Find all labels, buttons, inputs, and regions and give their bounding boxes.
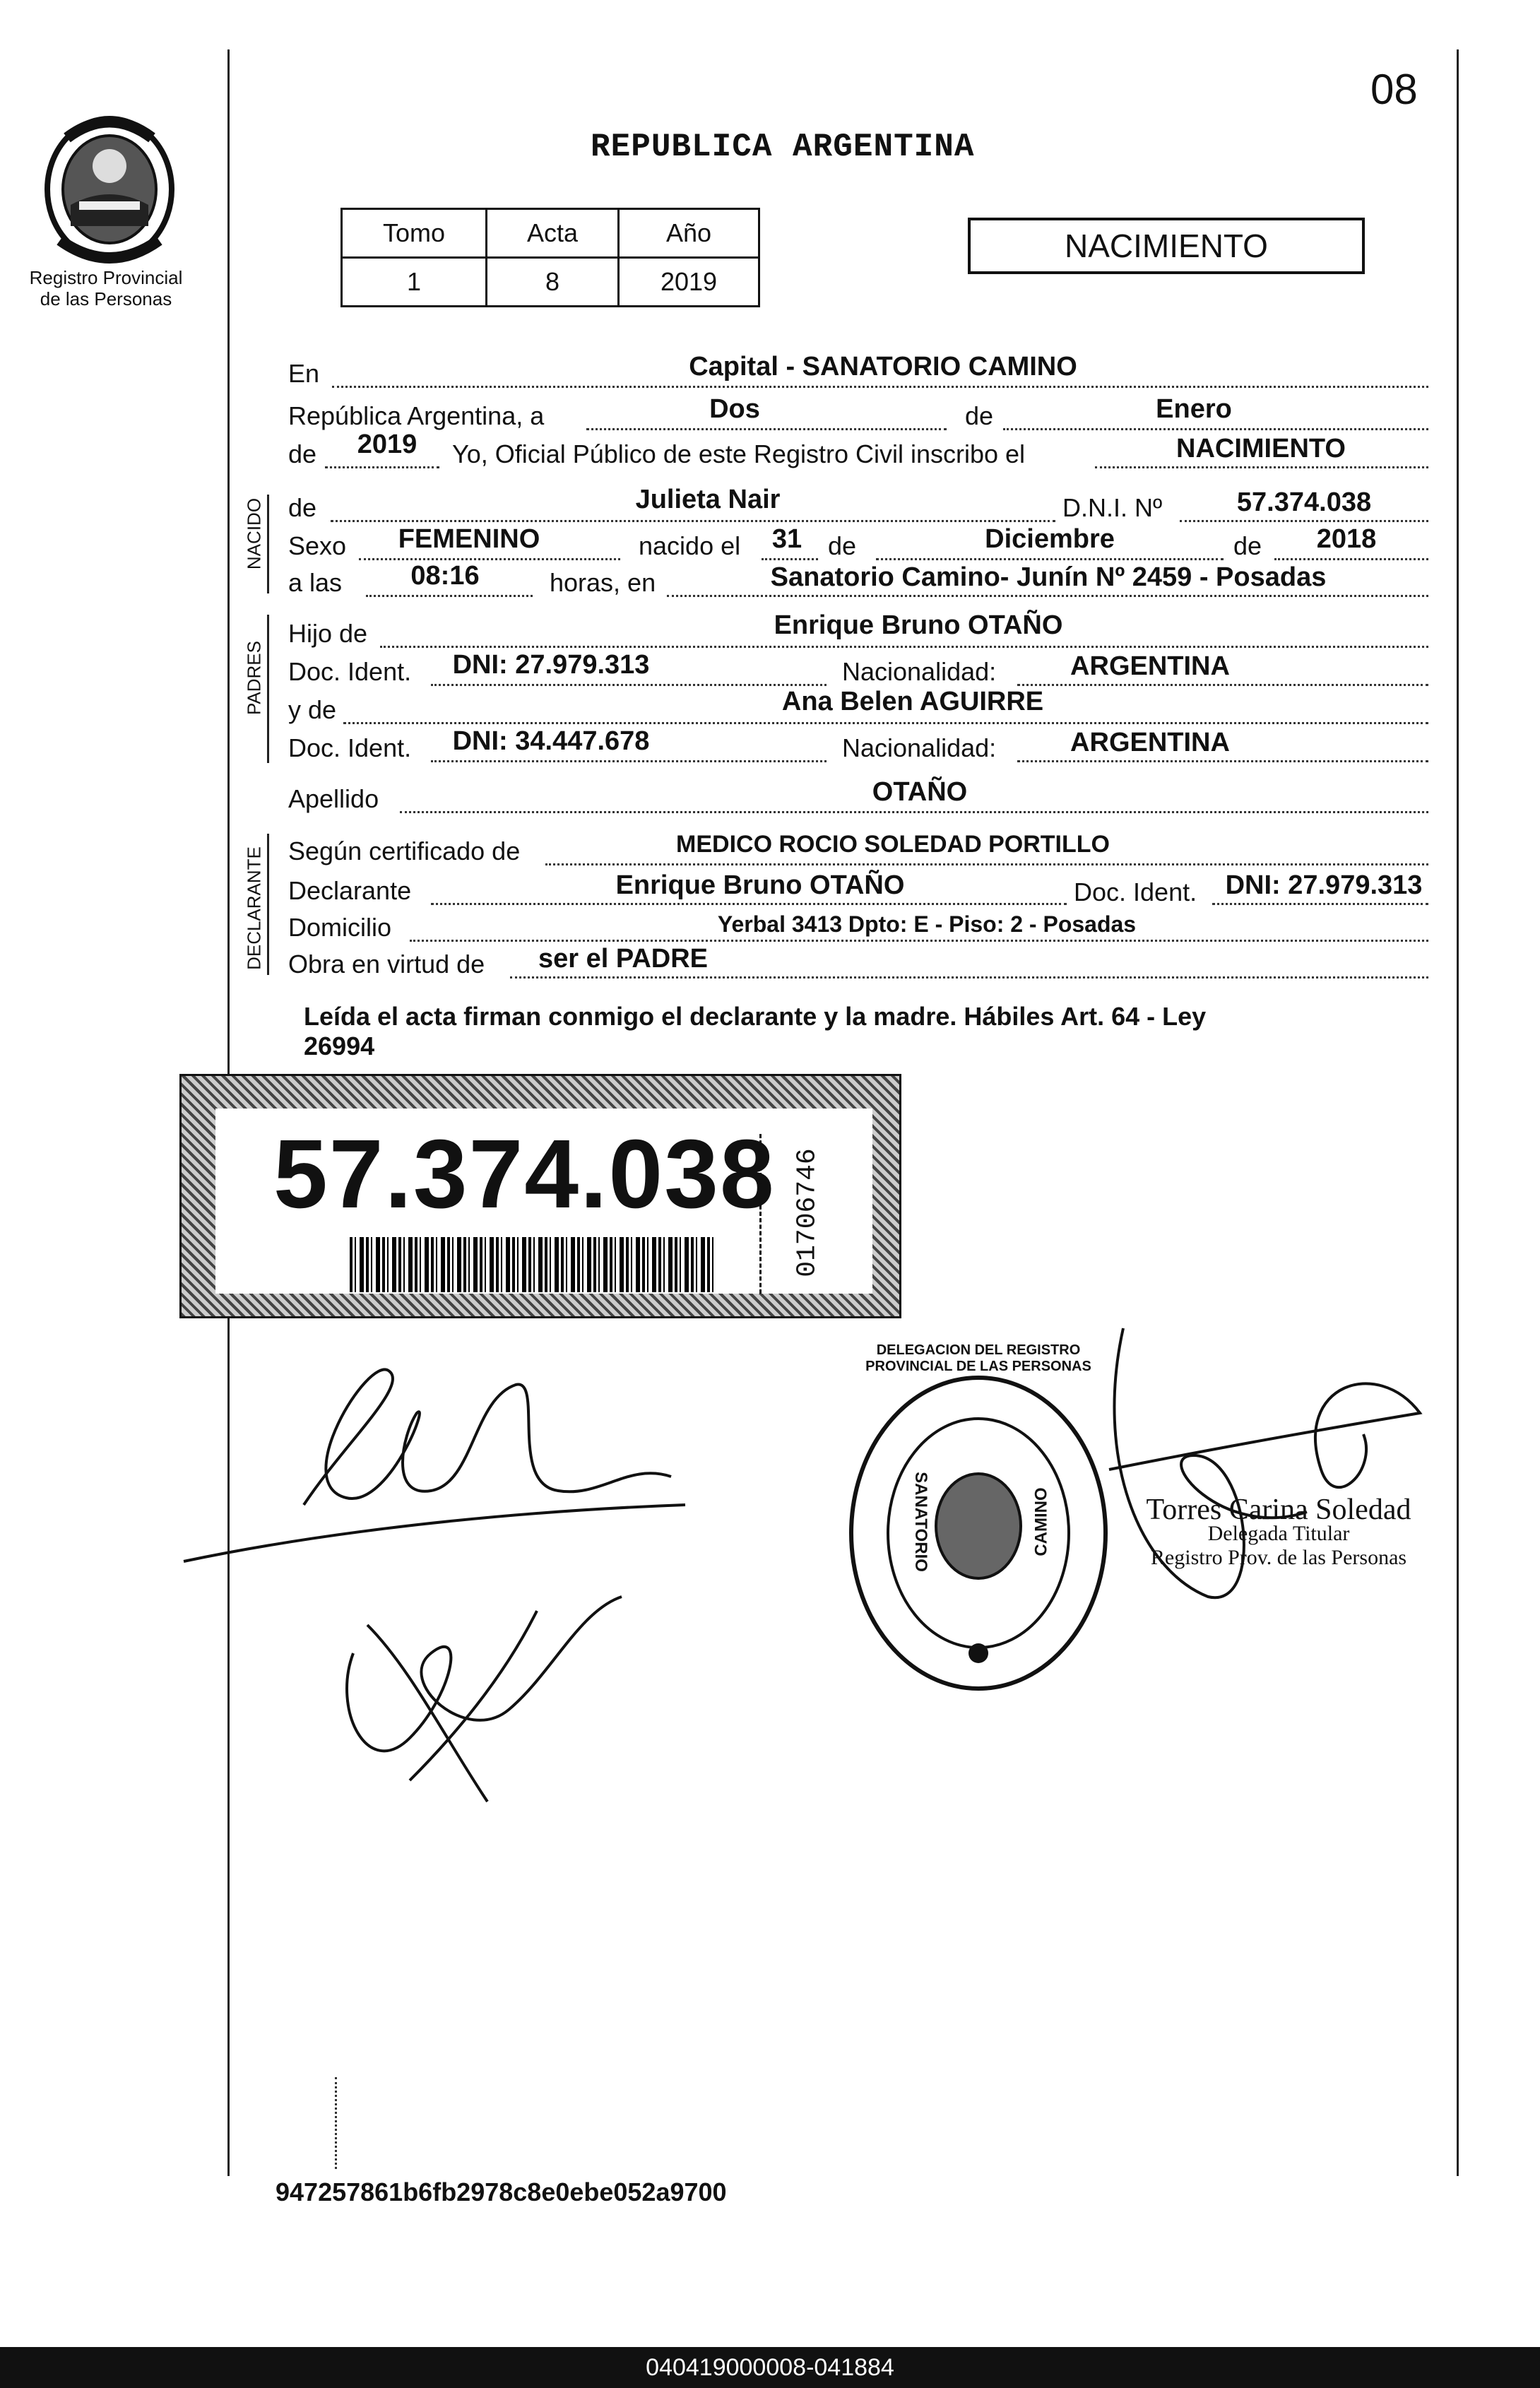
value-day: Dos (709, 394, 760, 424)
label-nacido-de: de (288, 493, 317, 522)
label-de: de (965, 401, 994, 430)
signature-declarante (177, 1356, 713, 1590)
org-line-1: Registro Provincial (29, 267, 183, 288)
record-value-anio: 2019 (619, 258, 759, 307)
dots (431, 684, 827, 686)
nacido-bracket (267, 495, 269, 593)
label-apellido: Apellido (288, 784, 379, 813)
value-birth-month: Diciembre (985, 524, 1115, 554)
official-name (1123, 1494, 1434, 1570)
province-logo (28, 106, 191, 268)
section-label-nacido: NACIDO (243, 497, 265, 570)
value-month: Enero (1156, 394, 1232, 424)
signature-madre (325, 1568, 650, 1809)
value-obra: ser el PADRE (538, 944, 709, 974)
barcode (350, 1237, 717, 1292)
dots (325, 466, 439, 468)
official-name-text: Torres Carina Soledad (1146, 1494, 1411, 1526)
value-father-nationality: ARGENTINA (1070, 651, 1230, 681)
misiones-seal-icon (28, 106, 191, 268)
label-de-mes: de (828, 531, 857, 560)
dni-sticker (179, 1074, 901, 1318)
label-hijo-de: Hijo de (288, 619, 368, 648)
dots (876, 558, 1224, 560)
label-doc-declarante: Doc. Ident. (1074, 877, 1197, 906)
closing-text (304, 1002, 1413, 1061)
dots (1017, 760, 1428, 762)
value-mother: Ana Belen AGUIRRE (781, 687, 1044, 716)
value-apellido: OTAÑO (872, 777, 968, 807)
right-margin-line (1457, 49, 1459, 2176)
dots (1003, 428, 1428, 430)
record-header-anio: Año (619, 209, 759, 258)
record-value-acta: 8 (486, 258, 618, 307)
value-child-name: Julieta Nair (635, 485, 781, 514)
org-name (0, 267, 212, 309)
dots (1180, 520, 1428, 522)
dots (1017, 684, 1428, 686)
dots (343, 722, 1428, 724)
label-nac-father: Nacionalidad: (842, 657, 997, 686)
dots (431, 760, 827, 762)
stamp-inner-right: CAMINO (1031, 1487, 1051, 1556)
dots (400, 811, 1428, 813)
document-type: NACIMIENTO (1065, 227, 1268, 264)
sticker-inner (215, 1109, 872, 1294)
dots (586, 428, 947, 430)
dots (545, 863, 1428, 865)
value-place: Capital - SANATORIO CAMINO (689, 352, 1077, 382)
sticker-serial-box (759, 1134, 853, 1294)
dots (1095, 466, 1428, 468)
label-de-year: de (288, 439, 317, 468)
footer-bar (0, 2347, 1540, 2388)
official-role: Delegada Titular (1207, 1522, 1350, 1545)
dots (331, 520, 1055, 522)
label-declarante: Declarante (288, 876, 412, 905)
label-domicilio: Domicilio (288, 913, 392, 942)
dots (667, 595, 1428, 597)
official-org: Registro Prov. de las Personas (1150, 1546, 1407, 1569)
value-mother-nationality: ARGENTINA (1070, 728, 1230, 757)
record-header-tomo: Tomo (342, 209, 487, 258)
dots (762, 558, 818, 560)
value-domicilio: Yerbal 3413 Dpto: E - Piso: 2 - Posadas (717, 911, 1137, 937)
padres-bracket (267, 615, 269, 763)
label-nacido-el: nacido el (639, 531, 741, 560)
official-stamp (841, 1371, 1116, 1696)
value-event: NACIMIENTO (1176, 434, 1346, 463)
sticker-number: 57.374.038 (273, 1120, 776, 1229)
footer-code: 040419000008-041884 (646, 2354, 894, 2381)
value-father-doc: DNI: 27.979.313 (452, 650, 650, 680)
value-birth-day: 31 (771, 524, 802, 554)
label-horas: horas, en (550, 568, 656, 597)
value-father: Enrique Bruno OTAÑO (774, 610, 1063, 640)
document-type-box (968, 218, 1365, 274)
value-mother-doc: DNI: 34.447.678 (452, 726, 650, 756)
value-certificado: MEDICO ROCIO SOLEDAD PORTILLO (676, 831, 1110, 858)
stamp-inner-left: SANATORIO (911, 1472, 930, 1572)
closing-line-2: 26994 (304, 1032, 375, 1060)
value-birth-place: Sanatorio Camino- Junín Nº 2459 - Posadas (770, 562, 1327, 592)
section-label-padres: PADRES (243, 641, 265, 715)
declarante-bracket (267, 834, 269, 975)
value-time: 08:16 (410, 561, 480, 591)
record-header-acta: Acta (486, 209, 618, 258)
label-a-las: a las (288, 568, 343, 597)
page-number: 08 (1370, 66, 1418, 113)
value-birth-year: 2018 (1316, 524, 1377, 554)
value-declarante-doc: DNI: 27.979.313 (1225, 870, 1423, 900)
dots (431, 903, 1067, 905)
label-inscribo: Yo, Oficial Público de este Registro Civil inscribo el (452, 439, 1026, 468)
record-table (340, 208, 760, 307)
label-de-anio: de (1233, 531, 1262, 560)
value-declarante: Enrique Bruno OTAÑO (615, 870, 905, 900)
label-sexo: Sexo (288, 531, 347, 560)
label-republica: República Argentina, a (288, 401, 545, 430)
org-line-2: de las Personas (40, 288, 172, 309)
section-label-declarante: DECLARANTE (243, 846, 265, 970)
margin-mark (335, 2077, 339, 2169)
label-dni: D.N.I. Nº (1062, 493, 1163, 522)
dots (359, 558, 620, 560)
dots (366, 595, 533, 597)
sticker-serial: 01706746 (792, 1148, 823, 1277)
value-year: 2019 (357, 430, 417, 459)
dots (332, 386, 1428, 388)
stamp-text: DELEGACION DEL REGISTRO PROVINCIAL DE LAS PERSONAS (865, 1342, 1091, 1374)
label-y-de: y de (288, 695, 337, 724)
page-title: REPUBLICA ARGENTINA (591, 129, 975, 165)
dots (410, 940, 1428, 942)
label-en: En (288, 359, 320, 388)
label-nac-mother: Nacionalidad: (842, 733, 997, 762)
dots (1212, 903, 1428, 905)
dots (510, 976, 1428, 979)
label-obra: Obra en virtud de (288, 950, 485, 979)
value-sexo: FEMENINO (398, 524, 540, 554)
closing-line-1: Leída el acta firman conmigo el declarante y la madre. Hábiles Art. 64 - Ley (304, 1002, 1207, 1031)
record-value-tomo: 1 (342, 258, 487, 307)
document-hash: 947257861b6fb2978c8e0ebe052a9700 (276, 2177, 727, 2206)
dots (380, 646, 1428, 648)
label-certificado: Según certificado de (288, 837, 521, 865)
value-child-dni: 57.374.038 (1236, 487, 1372, 517)
label-doc-father: Doc. Ident. (288, 657, 412, 686)
dots (1274, 558, 1428, 560)
label-doc-mother: Doc. Ident. (288, 733, 412, 762)
